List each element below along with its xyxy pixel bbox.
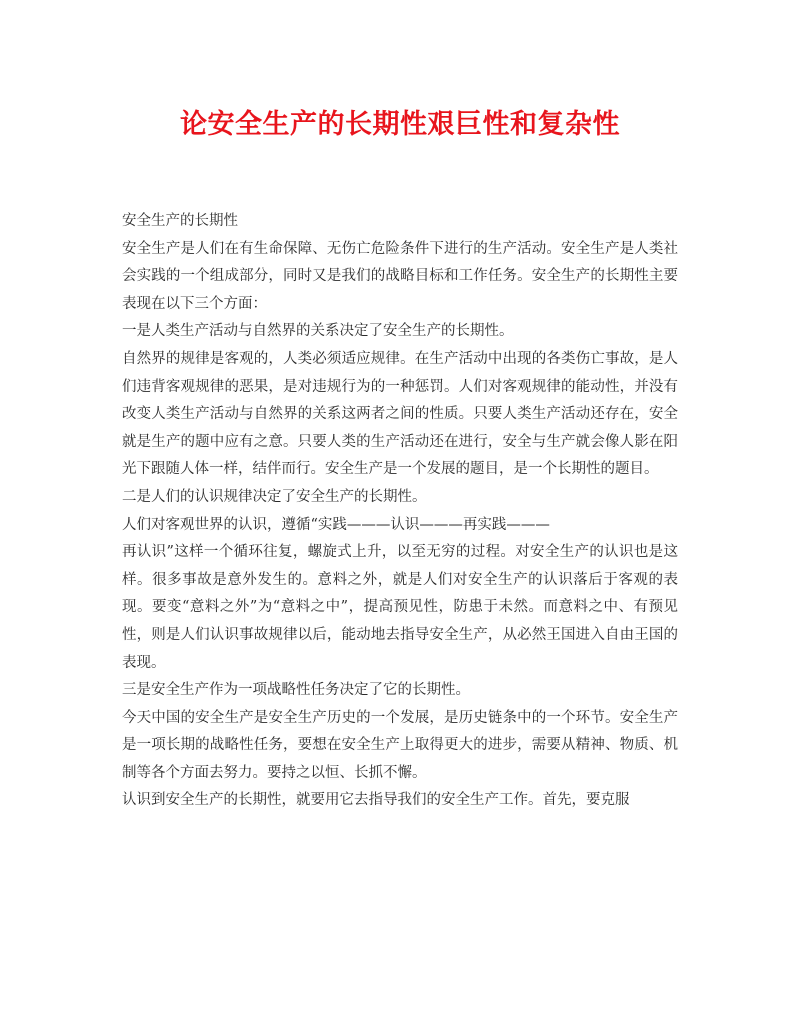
point-heading-3: 三是安全生产作为一项战略性任务决定了它的长期性。 [122, 682, 470, 699]
point-heading-1: 一是人类生产活动与自然界的关系决定了安全生产的长期性。 [122, 323, 514, 340]
body-paragraph: 今天中国的安全生产是安全生产历史的一个发展，是历史链条中的一个环节。安全生产是一项长期的战略性任务，要想在安全生产上取得更大的进步，需要从精神、物质、机制等各个方面去努力。要持之以恒、长抓不懈。 [122, 709, 678, 781]
body-paragraph: 认识到安全生产的长期性，就要用它去指导我们的安全生产工作。首先，要克服 [122, 792, 630, 809]
body-paragraph: 再认识”这样一个循环往复，螺旋式上升，以至无穷的过程。对安全生产的认识也是这样。很多事故是意外发生的。意料之外，就是人们对安全生产的认识落后于客观的表现。要变“意料之外”为“意料之中”，提高预见性，防患于未然。而意料之中、有预见性，则是人们认识事故规律以后，能动地去指导安全生产，从必然王国进入自由王国的表现。 [122, 544, 678, 671]
document-body [122, 208, 678, 815]
body-paragraph: 人们对客观世界的认识，遵循“实践———认识———再实践——— [122, 516, 550, 533]
body-paragraph: 安全生产是人们在有生命保障、无伤亡危险条件下进行的生产活动。安全生产是人类社会实践的一个组成部分，同时又是我们的战略目标和工作任务。安全生产的长期性主要表现在以下三个方面： [122, 240, 678, 312]
point-heading-2: 二是人们的认识规律决定了安全生产的长期性。 [122, 488, 427, 505]
document-title: 论安全生产的长期性艰巨性和复杂性 [180, 109, 620, 140]
section-heading: 安全生产的长期性 [122, 213, 238, 229]
body-paragraph: 自然界的规律是客观的，人类必须适应规律。在生产活动中出现的各类伤亡事故，是人们违背客观规律的恶果，是对违规行为的一种惩罚。人们对客观规律的能动性，并没有改变人类生产活动与自然界的关系这两者之间的性质。只要人类生产活动还存在，安全就是生产的题中应有之意。只要人类的生产活动还在进行，安全与生产就会像人影在阳光下跟随人体一样，结伴而行。安全生产是一个发展的题目，是一个长期性的题目。 [122, 350, 678, 478]
